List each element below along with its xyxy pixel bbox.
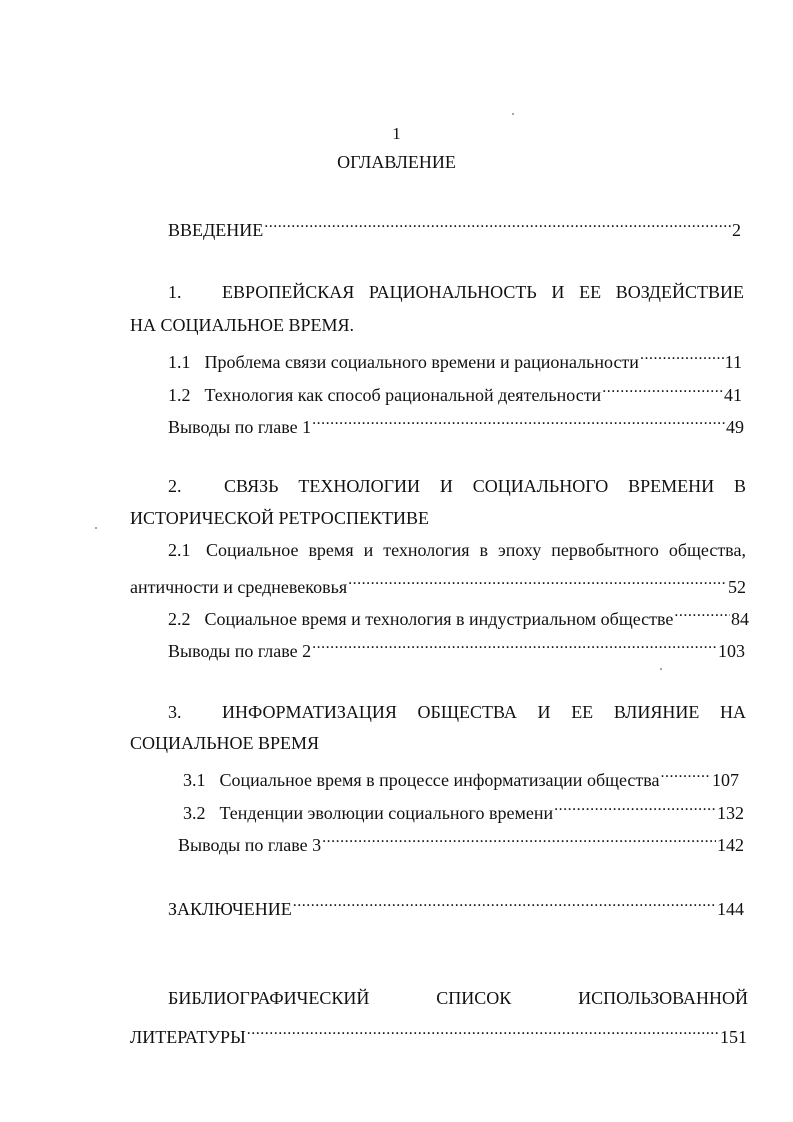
chapter-3-title-line2: СОЦИАЛЬНОЕ ВРЕМЯ xyxy=(130,733,320,753)
toc-entry-page: 49 xyxy=(726,417,744,437)
dot-leader xyxy=(674,601,730,625)
chapter-3-title-word: ИНФОРМАТИЗАЦИЯ xyxy=(222,702,397,722)
toc-entry-label: ЛИТЕРАТУРЫ xyxy=(130,1027,246,1047)
scan-speck xyxy=(512,113,514,115)
section-2-1-word: общества, xyxy=(668,540,746,560)
toc-entry-page: 151 xyxy=(720,1027,747,1047)
toc-entry-conclusions-3[interactable] xyxy=(178,827,744,857)
bibliography-title-word: БИБЛИОГРАФИЧЕСКИЙ xyxy=(168,988,370,1008)
scan-speck xyxy=(660,668,662,670)
dot-leader xyxy=(640,344,724,368)
toc-entry-section-3-1[interactable] xyxy=(183,762,739,792)
toc-entry-label: Социальное время в процессе информатизации общества xyxy=(219,770,660,790)
toc-entry-label: Социальное время и технология в индустриальном обществе xyxy=(204,609,674,629)
toc-title: ОГЛАВЛЕНИЕ xyxy=(337,152,456,172)
dot-leader xyxy=(312,633,717,657)
section-2-1-number: 2.1 xyxy=(168,540,191,560)
toc-entry-page: 52 xyxy=(728,577,746,597)
chapter-1-title-word: ЕВРОПЕЙСКАЯ xyxy=(222,282,355,302)
dot-leader xyxy=(312,409,725,433)
section-2-1-word: эпоху xyxy=(497,540,542,560)
toc-entry-label: Выводы по главе 2 xyxy=(168,641,312,661)
toc-entry-page: 84 xyxy=(731,609,749,629)
toc-entry-introduction[interactable] xyxy=(168,212,741,242)
chapter-2-number: 2. xyxy=(168,476,182,496)
toc-entry-section-2-1-line1[interactable] xyxy=(206,538,746,562)
toc-entry-page: 142 xyxy=(717,835,744,855)
page-number: 1 xyxy=(392,124,401,143)
toc-entry-label: Проблема связи социального времени и рациональности xyxy=(204,352,639,372)
dot-leader xyxy=(247,1019,719,1043)
toc-entry-page: 103 xyxy=(718,641,745,661)
chapter-1-title-line1[interactable] xyxy=(222,280,744,304)
dot-leader xyxy=(348,569,727,593)
chapter-2-title-word: ТЕХНОЛОГИИ xyxy=(298,476,421,496)
toc-entry-conclusions-1[interactable] xyxy=(168,409,744,439)
section-2-1-word: и xyxy=(363,540,374,560)
chapter-3-number: 3. xyxy=(168,702,182,722)
section-number: 3.1 xyxy=(183,770,206,790)
toc-entry-label: Тенденции эволюции социального времени xyxy=(219,803,554,823)
dot-leader xyxy=(264,212,731,236)
toc-entry-section-2-1-line2[interactable] xyxy=(130,569,746,599)
chapter-2-title-word: СОЦИАЛЬНОГО xyxy=(472,476,609,496)
section-number: 1.1 xyxy=(168,352,191,372)
dot-leader xyxy=(602,377,723,401)
dot-leader xyxy=(322,827,716,851)
dot-leader xyxy=(661,762,711,786)
chapter-1-title-line2: НА СОЦИАЛЬНОЕ ВРЕМЯ. xyxy=(130,315,355,335)
toc-entry-page: 107 xyxy=(712,770,739,790)
chapter-1-title-word: ЕЕ xyxy=(579,282,602,302)
chapter-3-title-word: ЕЕ xyxy=(571,702,594,722)
section-2-1-word: время xyxy=(308,540,354,560)
section-2-1-word: технология xyxy=(383,540,470,560)
toc-entry-page: 41 xyxy=(724,385,742,405)
section-number: 1.2 xyxy=(168,385,191,405)
toc-entry-label: ЗАКЛЮЧЕНИЕ xyxy=(168,899,292,919)
chapter-2-title-line2: ИСТОРИЧЕСКОЙ РЕТРОСПЕКТИВЕ xyxy=(130,508,429,528)
section-2-1-word: Социальное xyxy=(206,540,299,560)
toc-entry-conclusion[interactable] xyxy=(168,891,744,921)
section-2-1-word: в xyxy=(479,540,488,560)
toc-entry-page: 2 xyxy=(732,220,741,240)
chapter-2-title-word: В xyxy=(733,476,746,496)
toc-entry-section-1-2[interactable] xyxy=(168,377,742,407)
toc-entry-bibliography[interactable] xyxy=(130,1019,747,1049)
section-number: 2.2 xyxy=(168,609,191,629)
chapter-2-title-word: СВЯЗЬ xyxy=(224,476,279,496)
chapter-3-title-word: ВЛИЯНИЕ xyxy=(613,702,700,722)
toc-entry-page: 132 xyxy=(717,803,744,823)
toc-entry-page: 144 xyxy=(717,899,744,919)
toc-entry-section-3-2[interactable] xyxy=(183,795,744,825)
chapter-3-title-word: НА xyxy=(720,702,746,722)
toc-entry-section-2-2[interactable] xyxy=(168,601,749,631)
toc-entry-label: Выводы по главе 1 xyxy=(168,417,312,437)
bibliography-title-word: СПИСОК xyxy=(436,988,512,1008)
chapter-3-title-word: ОБЩЕСТВА xyxy=(417,702,517,722)
toc-entry-label: Выводы по главе 3 xyxy=(178,835,322,855)
toc-entry-section-1-1[interactable] xyxy=(168,344,742,374)
chapter-2-title-line1[interactable] xyxy=(224,474,746,498)
section-number: 3.2 xyxy=(183,803,206,823)
toc-entry-page: 11 xyxy=(724,352,742,372)
chapter-2-title-word: ВРЕМЕНИ xyxy=(628,476,715,496)
section-2-1-word: первобытного xyxy=(551,540,659,560)
chapter-1-number: 1. xyxy=(168,282,182,302)
bibliography-title-line1[interactable] xyxy=(168,986,748,1010)
chapter-3-title-word: И xyxy=(537,702,551,722)
chapter-1-title-word: РАЦИОНАЛЬНОСТЬ xyxy=(368,282,537,302)
bibliography-title-word: ИСПОЛЬЗОВАННОЙ xyxy=(578,988,748,1008)
chapter-2-title-word: И xyxy=(439,476,453,496)
toc-entry-label: ВВЕДЕНИЕ xyxy=(168,220,264,240)
toc-entry-label: Технология как способ рациональной деятельности xyxy=(204,385,602,405)
chapter-3-title-line1[interactable] xyxy=(222,700,746,724)
chapter-1-title-word: ВОЗДЕЙСТВИЕ xyxy=(615,282,744,302)
dot-leader xyxy=(554,795,716,819)
toc-entry-conclusions-2[interactable] xyxy=(168,633,745,663)
chapter-1-title-word: И xyxy=(551,282,565,302)
dot-leader xyxy=(293,891,716,915)
scan-speck xyxy=(95,527,97,529)
toc-entry-label: античности и средневековья xyxy=(130,577,348,597)
